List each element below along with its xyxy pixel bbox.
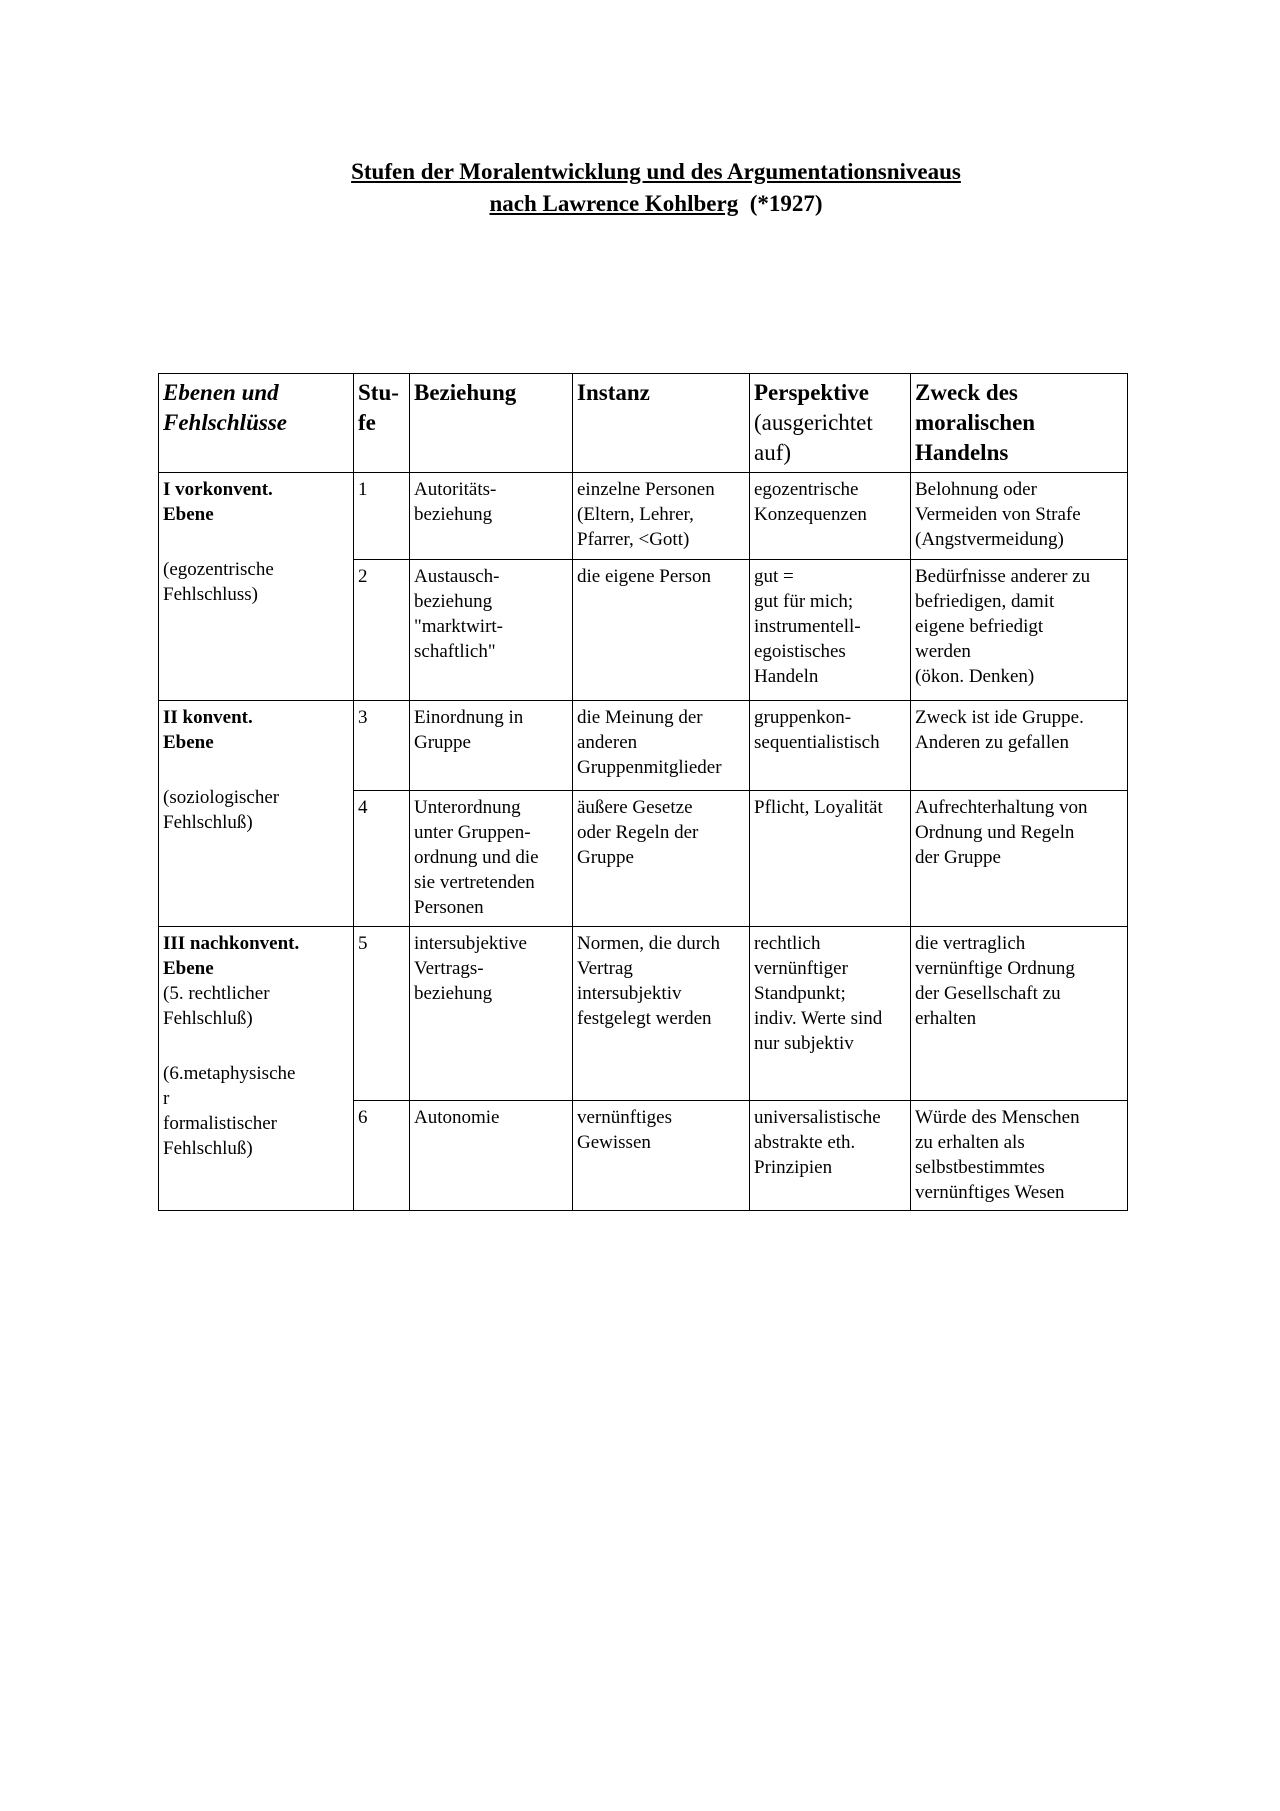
perspektive-cell: egozentrische Konzequenzen	[750, 473, 911, 560]
beziehung-cell: Einordnung in Gruppe	[410, 701, 573, 791]
zweck-cell: Aufrechterhaltung von Ordnung und Regeln der Gruppe	[911, 791, 1128, 927]
instanz-cell: die eigene Person	[573, 560, 750, 701]
title-year: (*1927)	[749, 191, 823, 216]
perspektive-cell: gut = gut für mich; instrumentell- egoistisches Handeln	[750, 560, 911, 701]
beziehung-cell: Unterordnung unter Gruppen- ordnung und die sie vertretenden Personen	[410, 791, 573, 927]
beziehung-cell: Austausch- beziehung "marktwirt- schaftlich"	[410, 560, 573, 701]
stufe-number: 4	[354, 791, 410, 927]
title-line-1: Stufen der Moralentwicklung und des Argumentationsniveaus	[351, 159, 961, 184]
level-2-cell: II konvent. Ebene (soziologischer Fehlschluß)	[159, 701, 354, 927]
perspektive-cell: gruppenkon- sequentialistisch	[750, 701, 911, 791]
stufe-number: 5	[354, 927, 410, 1101]
table-row	[159, 473, 1128, 560]
instanz-cell: vernünftiges Gewissen	[573, 1101, 750, 1211]
perspektive-cell: universalistische abstrakte eth. Prinzipien	[750, 1101, 911, 1211]
zweck-cell: Zweck ist ide Gruppe. Anderen zu gefallen	[911, 701, 1128, 791]
header-ebenen: Ebenen und Fehlschlüsse	[159, 374, 354, 473]
zweck-cell: Belohnung oder Vermeiden von Strafe (Angstvermeidung)	[911, 473, 1128, 560]
zweck-cell: die vertraglich vernünftige Ordnung der Gesellschaft zu erhalten	[911, 927, 1128, 1101]
stufe-number: 2	[354, 560, 410, 701]
header-perspektive: Perspektive (ausgerichtet auf)	[750, 374, 911, 473]
beziehung-cell: intersubjektive Vertrags- beziehung	[410, 927, 573, 1101]
perspektive-cell: Pflicht, Loyalität	[750, 791, 911, 927]
level-1-cell: I vorkonvent. Ebene (egozentrische Fehlschluss)	[159, 473, 354, 701]
stufe-number: 6	[354, 1101, 410, 1211]
page-title	[0, 156, 1280, 220]
zweck-cell: Bedürfnisse anderer zu befriedigen, damit eigene befriedigt werden (ökon. Denken)	[911, 560, 1128, 701]
table-row	[159, 701, 1128, 791]
instanz-cell: äußere Gesetze oder Regeln der Gruppe	[573, 791, 750, 927]
header-beziehung: Beziehung	[410, 374, 573, 473]
title-line-2: nach Lawrence Kohlberg	[489, 191, 739, 216]
perspektive-cell: rechtlich vernünftiger Standpunkt; indiv. Werte sind nur subjektiv	[750, 927, 911, 1101]
table-row	[159, 927, 1128, 1101]
beziehung-cell: Autoritäts- beziehung	[410, 473, 573, 560]
instanz-cell: Normen, die durch Vertrag intersubjektiv festgelegt werden	[573, 927, 750, 1101]
stufe-number: 1	[354, 473, 410, 560]
header-stufe: Stu- fe	[354, 374, 410, 473]
level-3-cell: III nachkonvent. Ebene (5. rechtlicher Fehlschluß) (6.metaphysische r formalistischer Fehlschluß)	[159, 927, 354, 1211]
instanz-cell: einzelne Personen (Eltern, Lehrer, Pfarrer, <Gott)	[573, 473, 750, 560]
header-instanz: Instanz	[573, 374, 750, 473]
stufe-number: 3	[354, 701, 410, 791]
header-zweck: Zweck des moralischen Handelns	[911, 374, 1128, 473]
beziehung-cell: Autonomie	[410, 1101, 573, 1211]
instanz-cell: die Meinung der anderen Gruppenmitglieder	[573, 701, 750, 791]
header-row	[159, 374, 1128, 473]
zweck-cell: Würde des Menschen zu erhalten als selbstbestimmtes vernünftiges Wesen	[911, 1101, 1128, 1211]
kohlberg-table	[158, 373, 1128, 1211]
